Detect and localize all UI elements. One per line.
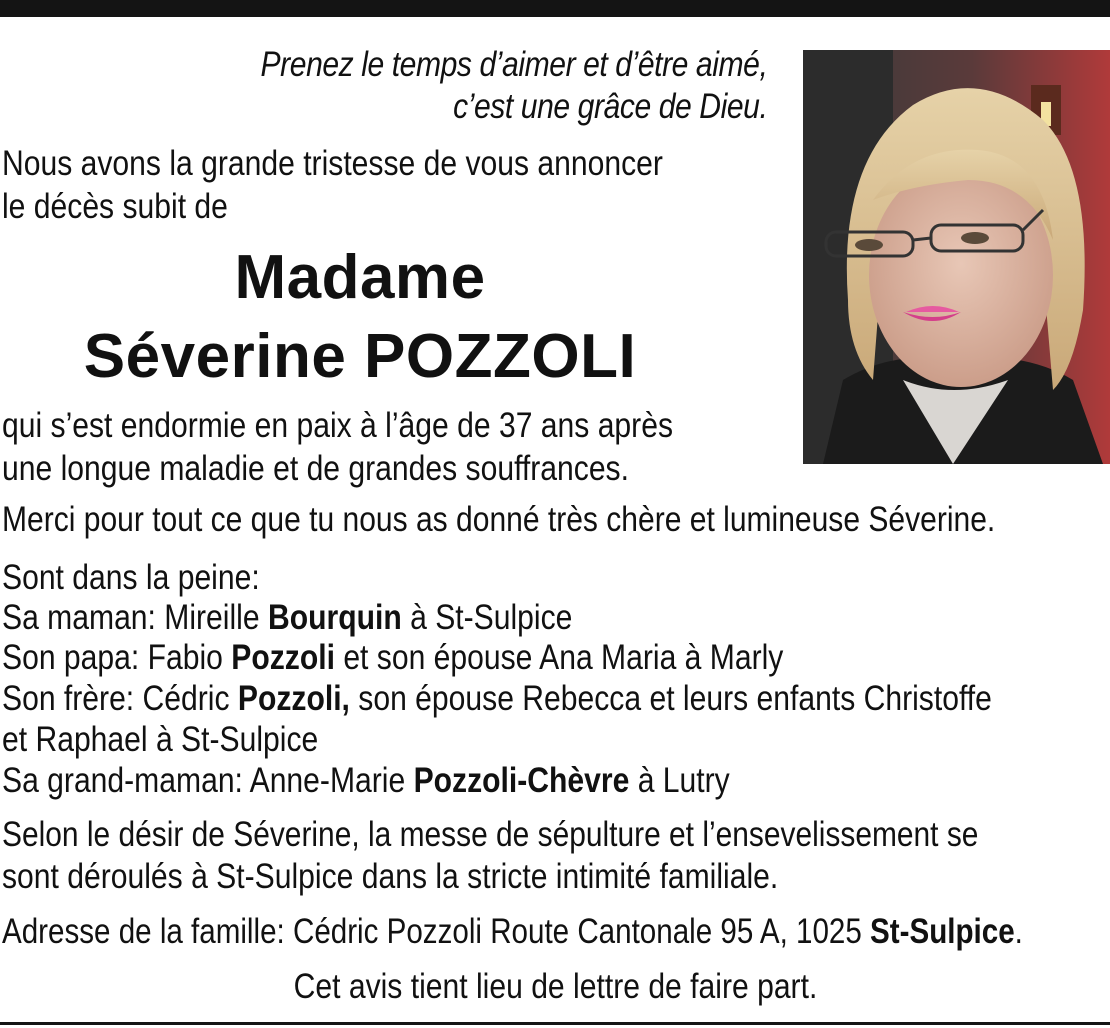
mourner-brother [2,677,992,720]
quote-line-1: Prenez le temps d’aimer et d’être aimé, [260,45,767,84]
father-suffix: et son épouse Ana Maria à Marly [334,638,784,677]
portrait-photo [803,50,1110,464]
funeral-line-2: sont déroulés à St-Sulpice dans la stricte intimité familiale. [2,857,779,896]
family-address [2,910,1023,953]
bottom-rule [0,1022,1110,1025]
brother-surname: Pozzoli, [237,679,350,718]
grandmother-prefix: Sa grand-maman: Anne-Marie [2,761,414,800]
grandmother-surname: Pozzoli-Chèvre [413,761,630,800]
passing-text [2,404,673,490]
passing-line-2: une longue maladie et de grandes souffrances. [2,449,629,488]
closing-note [0,965,1110,1008]
father-surname: Pozzoli [231,638,335,677]
closing-text: Cet avis tient lieu de lettre de faire part. [293,967,817,1006]
address-prefix: Adresse de la famille: Cédric Pozzoli Route Cantonale 95 A, 1025 [2,912,871,951]
brother-prefix: Son frère: Cédric [2,679,238,718]
mourner-grandmother [2,759,730,802]
deceased-name: Séverine POZZOLI [83,322,637,391]
father-prefix: Son papa: Fabio [2,638,232,677]
brother-suffix: son épouse Rebecca et leurs enfants Christoffe [349,679,992,718]
deceased-title: Madame [234,243,486,312]
mother-prefix: Sa maman: Mireille [2,598,268,637]
portrait-image [803,50,1110,464]
mourner-mother [2,596,572,639]
mourners-heading: Sont dans la peine: [2,558,260,597]
intro-line-2: le décès subit de [2,187,228,226]
thanks-text: Merci pour tout ce que tu nous as donné très chère et lumineuse Séverine. [2,500,996,539]
mourner-brother-continued: et Raphael à St-Sulpice [2,720,319,759]
address-suffix: . [1014,912,1023,951]
top-rule [0,0,1110,17]
intro-text [2,142,663,228]
passing-line-1: qui s’est endormie en paix à l’âge de 37 ans après [2,406,674,445]
quote-line-2: c’est une grâce de Dieu. [452,87,767,126]
quote [260,44,767,128]
funeral-line-1: Selon le désir de Séverine, la messe de sépulture et l’ensevelissement se [2,815,979,854]
intro-line-1: Nous avons la grande tristesse de vous annoncer [2,144,663,183]
mourner-father [2,636,783,679]
mother-surname: Bourquin [267,598,402,637]
grandmother-suffix: à Lutry [629,761,730,800]
address-city: St-Sulpice [870,912,1015,951]
mother-suffix: à St-Sulpice [401,598,573,637]
